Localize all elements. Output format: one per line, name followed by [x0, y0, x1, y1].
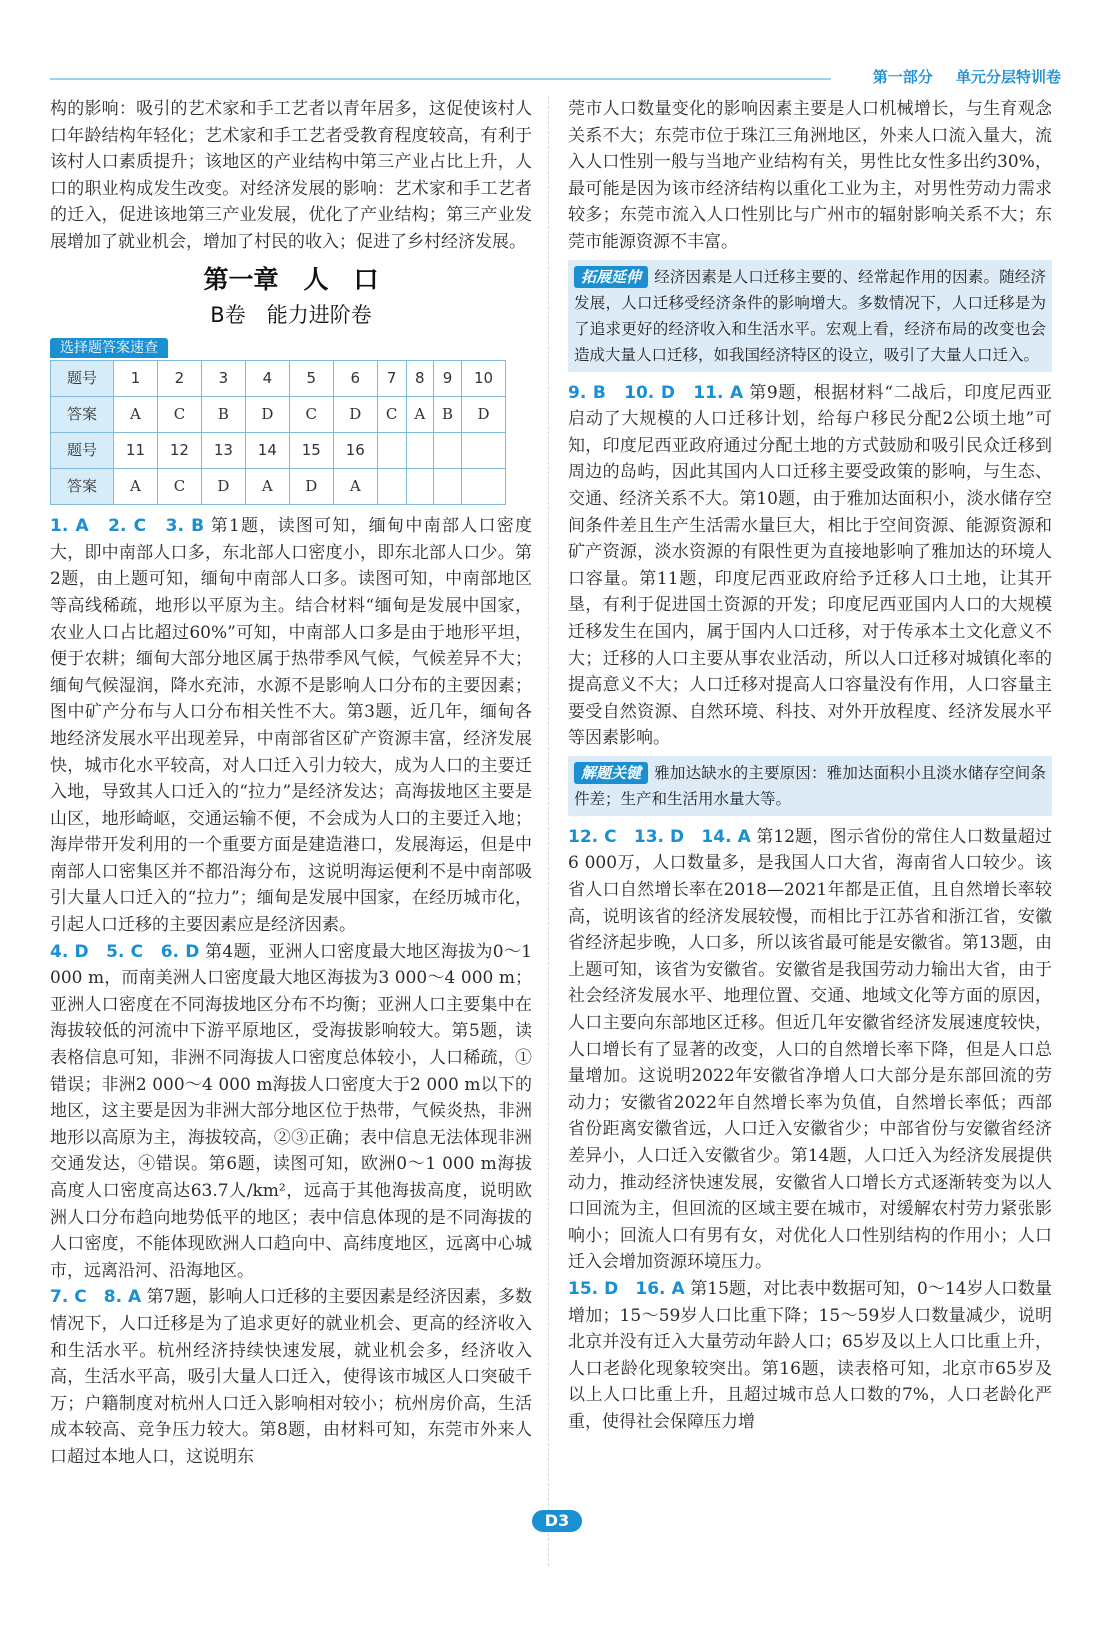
key-tag: 解题关键 — [574, 762, 648, 784]
table-cell: 1 — [114, 361, 158, 397]
page-header — [50, 66, 1061, 92]
table-cell — [434, 433, 462, 469]
answer-block-1-3 — [50, 513, 532, 939]
question-label: 12. C 13. D 14. A — [568, 826, 751, 847]
answer-table-title: 选择题答案速查 — [50, 338, 168, 358]
question-label: 15. D 16. A — [568, 1278, 685, 1299]
header-series: 单元分层特训卷 — [955, 68, 1061, 86]
table-cell — [377, 469, 406, 505]
chapter-title: 第一章 人 口 — [203, 264, 379, 294]
table-cell — [461, 433, 505, 469]
row-label-question: 题号 — [51, 433, 114, 469]
explanation-text: 第4题，亚洲人口密度最大地区海拔为0～1 000 m，而南美洲人口密度最大地区海拔为3 000～4 000 m；亚洲人口密度在不同海拔地区分布不均衡；亚洲人口主要集中在海拔较低的河流中下游平原地区，受海拔影响较大。第5题，读表格信息可知，非洲不同海拔人口密度总体较小，人口稀疏，①错误；非洲2 000～4 000 m海拔人口密度大于2 000 m以下的地区，这主要是因为非洲大部分地区位于热带，气候炎热，非洲地形以高原为主，海拔较高，②③正确；表中信息无法体现非洲交通发达，④错误。第6题，读图可知，欧洲0～1 000 m海拔高度人口密度高达63.7人/km²，远高于其他海拔高度，说明欧洲人口分布趋向地势低平的地区；表中信息体现的是不同海拔的人口密度，不能体现欧洲人口趋向中、高纬度地区，远离中心城市，远离沿河、沿海地区。 — [50, 941, 532, 1281]
table-cell: 16 — [333, 433, 377, 469]
table-cell: D — [245, 397, 289, 433]
table-cell — [434, 469, 462, 505]
table-cell: C — [289, 397, 333, 433]
key-text: 雅加达缺水的主要原因：雅加达面积小且淡水储存空间条件差；生产和生活用水量大等。 — [574, 763, 1046, 808]
table-cell — [461, 469, 505, 505]
table-cell: C — [377, 397, 406, 433]
table-row — [51, 397, 506, 433]
table-cell: 6 — [333, 361, 377, 397]
table-cell: 2 — [157, 361, 201, 397]
table-cell: C — [157, 397, 201, 433]
table-cell: B — [434, 397, 462, 433]
table-cell: D — [289, 469, 333, 505]
table-cell: B — [201, 397, 245, 433]
table-cell: A — [333, 469, 377, 505]
right-column — [568, 96, 1052, 1436]
table-cell: 5 — [289, 361, 333, 397]
table-cell: A — [114, 469, 158, 505]
table-row — [51, 433, 506, 469]
extension-tag: 拓展延伸 — [574, 266, 648, 288]
table-cell: A — [114, 397, 158, 433]
question-label: 4. D 5. C 6. D — [50, 941, 200, 962]
table-cell — [377, 433, 406, 469]
table-cell: 13 — [201, 433, 245, 469]
table-cell: 14 — [245, 433, 289, 469]
explanation-text: 第9题，根据材料“二战后，印度尼西亚启动了大规模的人口迁移计划，给每户移民分配2公顷土地”可知，印度尼西亚政府通过分配土地的方式鼓励和吸引民众迁移到周边的岛屿，因此其国内人口迁移主要受政策的影响，与生态、交通、经济关系不大。第10题，由于雅加达面积小，淡水储存空间条件差且生产生活需水量巨大，相比于空间资源、能源资源和矿产资源，淡水资源的有限性更为直接地影响了雅加达的环境人口容量。第11题，印度尼西亚政府给予迁移人口土地，让其开垦，有利于促进国土资源的开发；印度尼西亚国内人口的大规模迁移发生在国内，属于国内人口迁移，对于传承本土文化意义不大；迁移的人口主要从事农业活动，所以人口迁移对城镇化率的提高意义不大；人口迁移对提高人口容量没有作用，人口容量主要受自然资源、自然环境、科技、对外开放程度、经济发展水平等因素影响。 — [568, 382, 1052, 749]
table-cell: 3 — [201, 361, 245, 397]
column-divider — [548, 96, 549, 1566]
table-cell: D — [333, 397, 377, 433]
table-cell: D — [201, 469, 245, 505]
header-part: 第一部分 — [872, 68, 933, 86]
table-row — [51, 361, 506, 397]
answer-block-4-6 — [50, 939, 532, 1285]
row-label-answer: 答案 — [51, 397, 114, 433]
intro-paragraph: 构的影响：吸引的艺术家和手工艺者以青年居多，这促使该村人口年龄结构年轻化；艺术家和手工艺者受教育程度较高，有利于该村人口素质提升；该地区的产业结构中第三产业占比上升，人口的职业构成发生改变。对经济发展的影响：艺术家和手工艺者的迁入，促进该地第三产业发展，优化了产业结构；第三产业发展增加了就业机会，增加了村民的收入；促进了乡村经济发展。 — [50, 99, 532, 252]
table-cell — [406, 469, 434, 505]
table-row — [51, 469, 506, 505]
continued-paragraph: 莞市人口数量变化的影响因素主要是人口机械增长，与生育观念关系不大；东莞市位于珠江三角洲地区，外来人口流入量大，流入人口性别一般与当地产业结构有关，男性比女性多出约30%，最可能是因为该市经济结构以重化工业为主，对男性劳动力需求较多；东莞市流入人口性别比与广州市的辐射影响关系不大；东莞市能源资源不丰富。 — [568, 99, 1052, 252]
table-cell: 10 — [461, 361, 505, 397]
extension-text: 经济因素是人口迁移主要的、经常起作用的因素。随经济发展，人口迁移受经济条件的影响增大。多数情况下，人口迁移是为了追求更好的经济收入和生活水平。宏观上看，经济布局的改变也会造成大量人口迁移，如我国经济特区的设立，吸引了大量人口迁入。 — [574, 267, 1046, 364]
header-section — [855, 66, 1061, 87]
question-label: 1. A 2. C 3. B — [50, 516, 205, 537]
table-cell: D — [461, 397, 505, 433]
question-label: 7. C 8. A — [50, 1287, 142, 1308]
volume-title: B卷 能力进阶卷 — [210, 302, 372, 327]
header-rule — [50, 78, 831, 80]
answer-block-9-11 — [568, 380, 1052, 752]
table-cell: 11 — [114, 433, 158, 469]
table-cell: 7 — [377, 361, 406, 397]
left-column — [50, 96, 532, 1471]
extension-note-box — [568, 260, 1052, 372]
table-cell: 4 — [245, 361, 289, 397]
explanation-text: 第15题，对比表中数据可知，0～14岁人口数量增加；15～59岁人口比重下降；15～59岁人口数量减少，说明北京并没有迁入大量劳动年龄人口；65岁及以上人口比重上升，人口老龄化现象较突出。第16题，读表格可知，北京市65岁及以上人口比重上升，且超过城市总人口数的7%，人口老龄化严重，使得社会保障压力增 — [568, 1278, 1052, 1432]
explanation-text: 第12题，图示省份的常住人口数量超过6 000万，人口数量多，是我国人口大省，海南省人口较少。该省人口自然增长率在2018—2021年都是正值，且自然增长率较高，说明该省的经济发展较慢，而相比于江苏省和浙江省，安徽省经济起步晚，人口多，所以该省最可能是安徽省。第13题，由上题可知，该省为安徽省。安徽省是我国劳动力输出大省，由于社会经济发展水平、地理位置、交通、地域文化等方面的原因，人口主要向东部地区迁移。但近几年安徽省经济发展速度较快，人口增长有了显著的改变，人口的自然增长率下降，但是人口总量增加。这说明2022年安徽省净增人口大部分是东部回流的劳动力；安徽省2022年自然增长率为负值，自然增长率低；西部省份距离安徽省远，人口迁入安徽省少；中部省份与安徽省经济差异小，人口迁入安徽省少。第14题，人口迁入为经济发展提供动力，推动经济快速发展，安徽省人口增长方式逐渐转变为以人口回流为主，但回流的区域主要在城市，对缓解农村劳力紧张影响小；回流人口有男有女，对优化人口性别结构的作用小；人口迁入会增加资源环境压力。 — [568, 826, 1052, 1273]
table-cell — [406, 433, 434, 469]
answer-table — [50, 360, 506, 505]
answer-block-15-16 — [568, 1276, 1052, 1436]
question-label: 9. B 10. D 11. A — [568, 382, 744, 403]
table-cell: 15 — [289, 433, 333, 469]
table-cell: 9 — [434, 361, 462, 397]
table-cell: C — [157, 469, 201, 505]
key-note-box — [568, 756, 1052, 816]
table-cell: 8 — [406, 361, 434, 397]
row-label-answer: 答案 — [51, 469, 114, 505]
row-label-question: 题号 — [51, 361, 114, 397]
explanation-text: 第1题，读图可知，缅甸中南部人口密度大，即中南部人口多，东北部人口密度小，即东北部人口少。第2题，由上题可知，缅甸中南部人口多。读图可知，中南部地区等高线稀疏，地形以平原为主。结合材料“缅甸是发展中国家，农业人口占比超过60%”可知，中南部人口多是由于地形平坦，便于农耕；缅甸大部分地区属于热带季风气候，气候差异不大；缅甸气候湿润，降水充沛，水源不是影响人口分布的主要因素；图中矿产分布与人口分布相关性不大。第3题，近几年，缅甸各地经济发展水平出现差异，中南部省区矿产资源丰富，经济发展快，城市化水平较高，对人口迁入引力较大，成为人口的主要迁入地，导致其人口迁入的“拉力”是经济发达；高海拔地区主要是山区，地形崎岖，交通运输不便，不会成为人口的主要迁入地；海岸带开发利用的一个重要方面是建造港口，发展海运，但是中南部人口密集区并不都沿海分布，这说明海运便利不是中南部吸引大量人口迁入的“拉力”；缅甸是发展中国家，在经历城市化，引起人口迁移的主要因素应是经济因素。 — [50, 516, 532, 936]
table-cell: A — [245, 469, 289, 505]
answer-block-7-8 — [50, 1284, 532, 1470]
table-cell: A — [406, 397, 434, 433]
table-cell: 12 — [157, 433, 201, 469]
explanation-text: 第7题，影响人口迁移的主要因素是经济因素，多数情况下，人口迁移是为了追求更好的就业机会、更高的经济收入和生活水平。杭州经济持续快速发展，就业机会多，经济收入高，生活水平高，吸引大量人口迁入，使得该市城区人口突破千万；户籍制度对杭州人口迁入影响相对较小；杭州房价高，生活成本较高、竞争压力较大。第8题，由材料可知，东莞市外来人口超过本地人口，这说明东 — [50, 1287, 532, 1467]
page-number: D3 — [532, 1510, 582, 1532]
answer-block-12-14 — [568, 824, 1052, 1276]
